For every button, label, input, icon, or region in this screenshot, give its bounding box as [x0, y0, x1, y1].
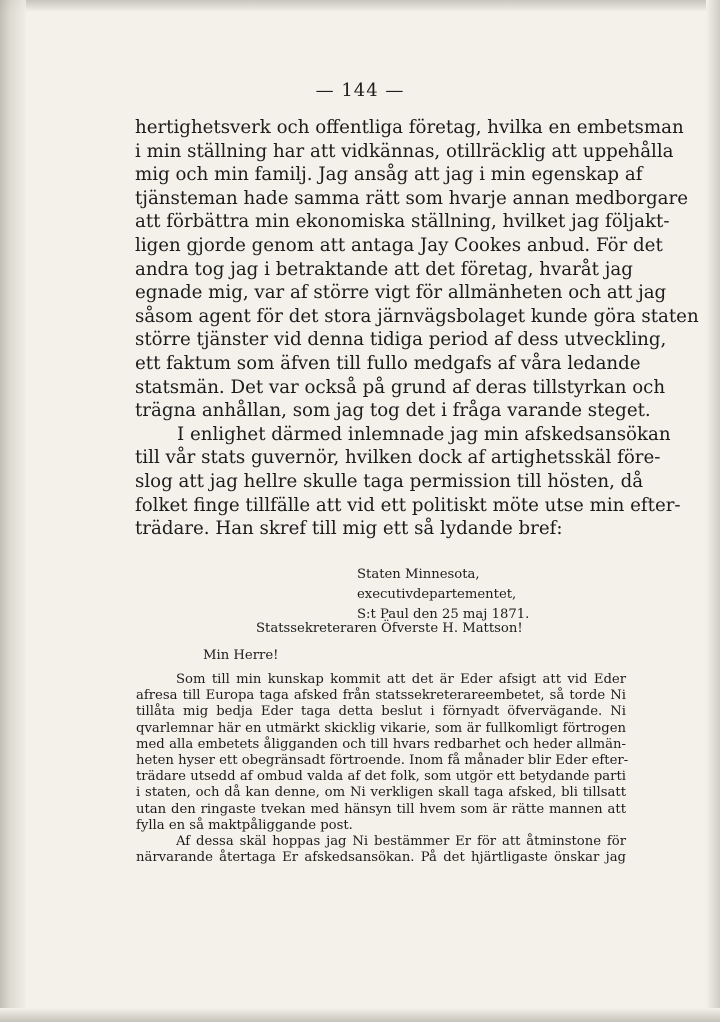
- page-edge-right: [706, 0, 720, 1022]
- body-line: egnade mig, var af större vigt för allmänheten och att jag: [135, 282, 667, 304]
- letter-line: utan den ringaste tvekan med hänsyn till hvem som är rätte mannen att: [136, 801, 626, 817]
- letter-line: qvarlemnar här en utmärkt skicklig vikarie, som är fullkomligt förtrogen: [136, 720, 626, 736]
- body-line: I enlighet därmed inlemnade jag min afskedsansökan: [177, 423, 671, 445]
- page-edge-left: [0, 0, 26, 1022]
- letter-line: tillåta mig bedja Eder taga detta beslut i förnyadt öfvervägande. Ni: [136, 704, 626, 720]
- paragraph-2: [135, 423, 681, 541]
- body-line: folket finge tillfälle att vid ett politiskt möte utse min efter-: [135, 494, 681, 516]
- body-line: i min ställning har att vidkännas, otillräcklig att uppehålla: [135, 140, 674, 162]
- body-line: större tjänster vid denna tidiga period af dess utveckling,: [135, 329, 667, 351]
- body-line: såsom agent för det stora järnvägsbolaget kunde göra staten: [135, 305, 699, 327]
- body-line: hertighetsverk och offentliga företag, hvilka en embetsman: [135, 117, 684, 138]
- letter-salutation: Min Herre!: [203, 648, 279, 663]
- paragraph-1: [135, 116, 699, 423]
- letter-line: heten hyser ett obegränsadt förtroende. Inom få månader blir Eder efter-: [136, 753, 629, 769]
- letter-header: [357, 565, 632, 625]
- body-line: ett faktum som äfven till fullo medgafs af våra ledande: [135, 352, 641, 374]
- letter-line: fylla en så maktpåliggande post.: [136, 817, 353, 833]
- letter-line: afresa till Europa taga afsked från statssekreterareembetet, så torde Ni: [136, 688, 626, 704]
- body-line: ligen gjorde genom att antaga Jay Cookes anbud. För det: [135, 234, 663, 256]
- letter-line: med alla embetets åligganden och till hvars redbarhet och heder allmän-: [136, 736, 626, 752]
- body-line: till vår stats guvernör, hvilken dock af artighetsskäl före-: [135, 447, 661, 469]
- body-line: mig och min familj. Jag ansåg att jag i min egenskap af: [135, 164, 643, 186]
- letter-line: trädare utsedd af ombud valda af det folk, som utgör ett betydande parti: [136, 769, 626, 785]
- letter-line: närvarande återtaga Er afskedsansökan. På det hjärtligaste önskar jag: [136, 850, 626, 866]
- letter-date: S:t Paul den 25 maj 1871.: [357, 607, 530, 622]
- letter-body: [136, 672, 629, 866]
- page-number: — 144 —: [315, 80, 405, 101]
- page-edge-bottom: [0, 1008, 720, 1022]
- letter-line: Som till min kunskap kommit att det är Eder afsigt att vid Eder: [176, 672, 626, 687]
- body-line: tjänsteman hade samma rätt som hvarje annan medborgare: [135, 187, 688, 209]
- body-line: att förbättra min ekonomiska ställning, hvilket jag följakt-: [135, 211, 670, 233]
- letter-line: i staten, och då kan denne, om Ni verkligen skall taga afsked, bli tillsatt: [136, 785, 626, 801]
- body-line: trädare. Han skref till mig ett så lydande bref:: [135, 518, 563, 540]
- body-line: slog att jag hellre skulle taga permission till hösten, då: [135, 470, 644, 492]
- letter-place: Staten Minnesota, executivdepartementet,: [357, 567, 517, 602]
- letter-line: Af dessa skäl hoppas jag Ni bestämmer Er för att åtminstone för: [176, 834, 626, 850]
- body-line: trägna anhållan, som jag tog det i fråga varande steget.: [135, 400, 651, 422]
- body-line: andra tog jag i betraktande att det företag, hvaråt jag: [135, 258, 633, 280]
- body-line: statsmän. Det var också på grund af deras tillstyrkan och: [135, 376, 666, 398]
- letter-addressee: Statssekreteraren Öfverste H. Mattson!: [256, 621, 523, 636]
- body-text: [135, 116, 699, 541]
- page-edge-top: [0, 0, 720, 12]
